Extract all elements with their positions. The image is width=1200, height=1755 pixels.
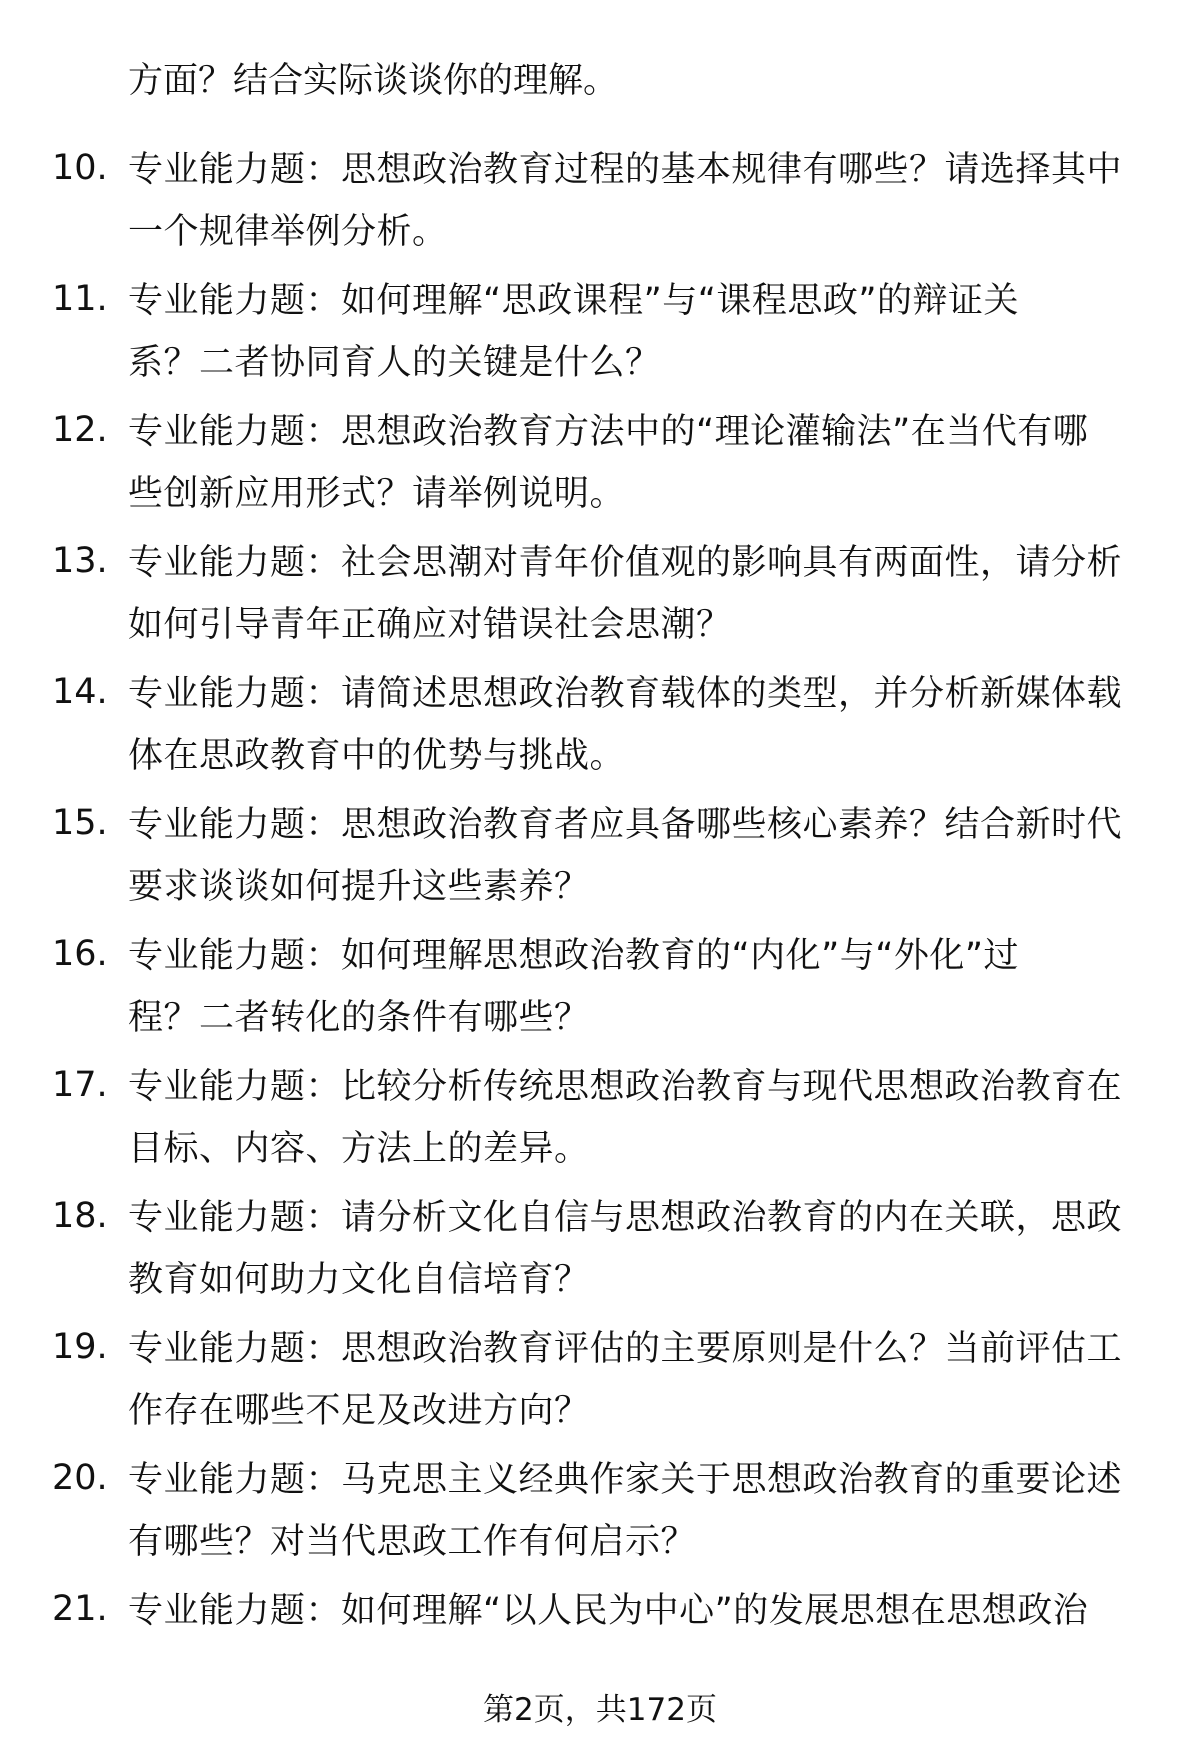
question-number: 12.: [52, 410, 108, 450]
question-item: [0, 270, 1200, 401]
question-line: 专业能力题：思想政治教育者应具备哪些核心素养？结合新时代: [128, 805, 1123, 845]
question-line: 专业能力题：思想政治教育过程的基本规律有哪些？请选择其中: [128, 150, 1123, 190]
question-line: 程？二者转化的条件有哪些？: [128, 998, 590, 1038]
question-line: 体在思政教育中的优势与挑战。: [128, 736, 626, 776]
question-line: 专业能力题：比较分析传统思想政治教育与现代思想政治教育在: [128, 1067, 1123, 1107]
question-line: 作存在哪些不足及改进方向？: [128, 1391, 590, 1431]
question-line: 目标、内容、方法上的差异。: [128, 1129, 590, 1169]
question-line: 有哪些？对当代思政工作有何启示？: [128, 1522, 697, 1562]
question-line: 教育如何助力文化自信培育？: [128, 1260, 590, 1300]
question-number: 11.: [52, 279, 108, 319]
question-text: [128, 1580, 1138, 1642]
question-item: [0, 139, 1200, 270]
question-line: 如何引导青年正确应对错误社会思潮？: [128, 605, 732, 645]
question-number: 21.: [52, 1589, 108, 1629]
question-line: 专业能力题：如何理解“思政课程”与“课程思政”的辩证关: [128, 281, 1020, 321]
question-text: [128, 270, 1138, 394]
question-text: [128, 1056, 1138, 1180]
question-item: [0, 925, 1200, 1056]
question-number: 18.: [52, 1196, 108, 1236]
question-text: [128, 139, 1138, 263]
question-line: 专业能力题：请简述思想政治教育载体的类型，并分析新媒体载: [128, 674, 1123, 714]
continuation-text: 方面？结合实际谈谈你的理解。: [128, 61, 619, 101]
question-item: [0, 663, 1200, 794]
question-text: [128, 925, 1138, 1049]
question-item: [0, 401, 1200, 532]
question-number: 17.: [52, 1065, 108, 1105]
question-item: [0, 1318, 1200, 1449]
question-number: 20.: [52, 1458, 108, 1498]
question-line: 专业能力题：如何理解“以人民为中心”的发展思想在思想政治: [128, 1591, 1089, 1631]
question-line: 专业能力题：请分析文化自信与思想政治教育的内在关联，思政: [128, 1198, 1123, 1238]
question-item: [0, 1187, 1200, 1318]
question-line: 一个规律举例分析。: [128, 212, 448, 252]
question-item: [0, 532, 1200, 663]
question-line: 些创新应用形式？请举例说明。: [128, 474, 626, 514]
question-text: [128, 794, 1138, 918]
question-line: 专业能力题：思想政治教育评估的主要原则是什么？当前评估工: [128, 1329, 1123, 1369]
question-item: [0, 1056, 1200, 1187]
question-text: [128, 663, 1138, 787]
question-line: 专业能力题：如何理解思想政治教育的“内化”与“外化”过: [128, 936, 1020, 976]
question-number: 10.: [52, 148, 108, 188]
question-item: [0, 1449, 1200, 1580]
question-number: 16.: [52, 934, 108, 974]
question-list: [0, 139, 1200, 1711]
question-text: [128, 532, 1138, 656]
question-line: 系？二者协同育人的关键是什么？: [128, 343, 661, 383]
question-line: 要求谈谈如何提升这些素养？: [128, 867, 590, 907]
page-footer: 第2页，共172页: [483, 1692, 717, 1728]
question-text: [128, 1187, 1138, 1311]
question-text: [128, 1449, 1138, 1573]
question-line: 专业能力题：马克思主义经典作家关于思想政治教育的重要论述: [128, 1460, 1123, 1500]
question-text: [128, 1318, 1138, 1442]
question-number: 19.: [52, 1327, 108, 1367]
question-number: 13.: [52, 541, 108, 581]
question-line: 专业能力题：社会思潮对青年价值观的影响具有两面性，请分析: [128, 543, 1123, 583]
question-item: [0, 794, 1200, 925]
question-text: [128, 401, 1138, 525]
question-number: 14.: [52, 672, 108, 712]
question-number: 15.: [52, 803, 108, 843]
question-line: 专业能力题：思想政治教育方法中的“理论灌输法”在当代有哪: [128, 412, 1089, 452]
